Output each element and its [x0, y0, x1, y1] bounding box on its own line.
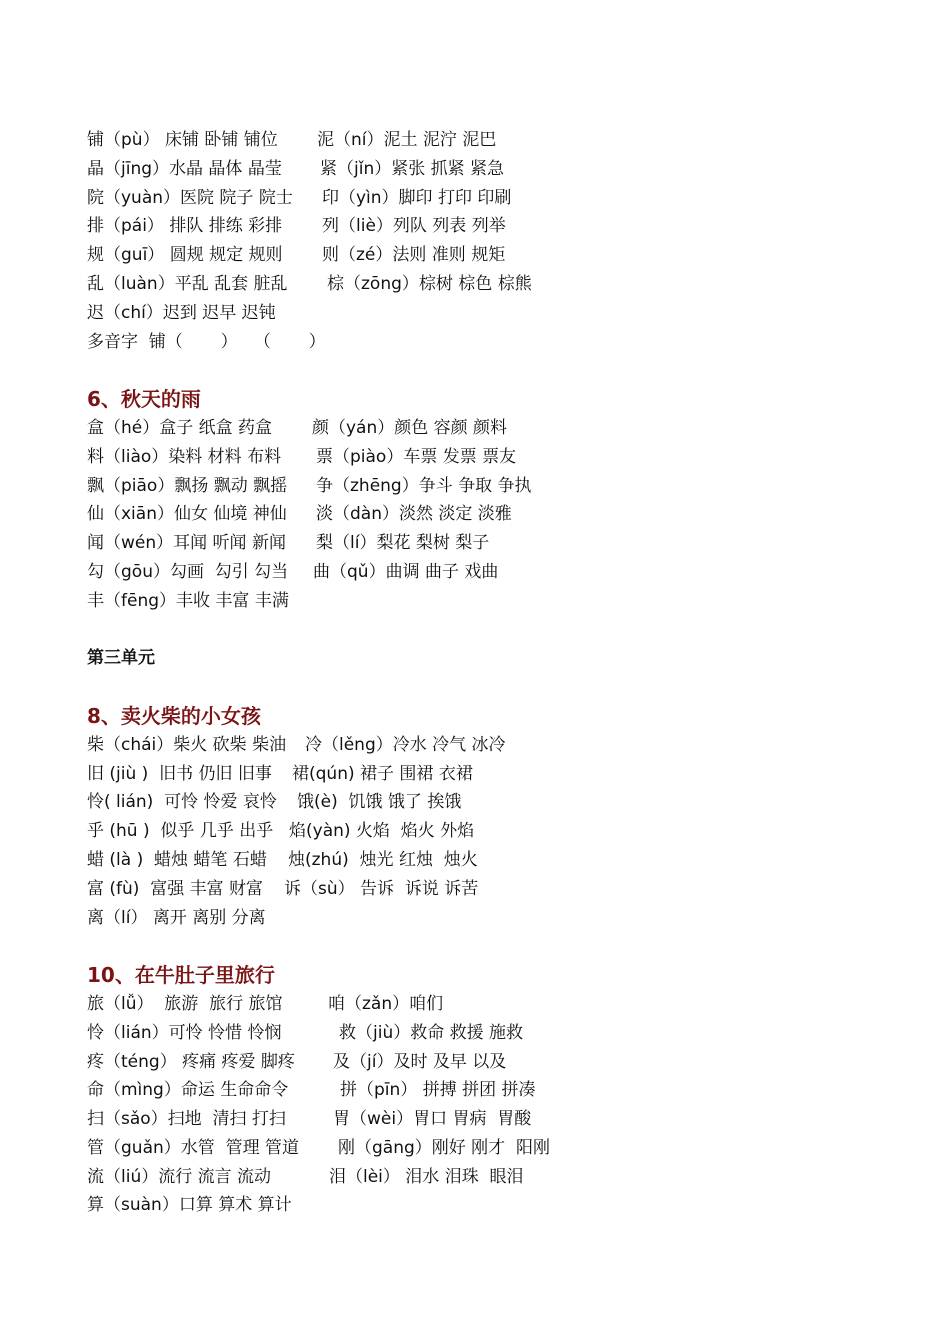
vocab-entry: 冷（lěng）冷水 冷气 冰冷: [305, 734, 506, 755]
vocab-entry: 管（guǎn）水管 管理 管道: [87, 1137, 299, 1158]
vocab-entry: 乎 (hū ) 似乎 几乎 出乎: [87, 821, 274, 842]
spacer: [87, 673, 950, 702]
vocab-row: [87, 1191, 950, 1220]
vocab-entry: 票（piào）车票 发票 票友: [316, 446, 517, 467]
vocab-row: [87, 760, 950, 789]
vocab-row: [87, 558, 950, 587]
vocab-entry: 泥（ní）泥土 泥泞 泥巴: [317, 130, 497, 150]
vocab-row: [87, 414, 950, 443]
vocab-row: [87, 212, 950, 241]
vocab-entry: 勾（gōu）勾画 勾引 勾当: [87, 561, 289, 582]
vocab-entry: 流（liú）流行 流言 流动: [87, 1166, 272, 1187]
vocab-row: [87, 299, 950, 328]
vocab-row: [87, 587, 950, 616]
vocab-entry: 则（zé）法则 准则 规矩: [322, 245, 506, 266]
lesson-title: 10、在牛肚子里旅行: [87, 963, 275, 988]
lesson-title: 8、卖火柴的小女孩: [87, 703, 261, 728]
vocab-entry: 院（yuàn）医院 院子 院士: [87, 187, 293, 208]
vocab-entry: 迟（chí）迟到 迟早 迟钝: [87, 302, 276, 323]
vocab-row: [87, 443, 950, 472]
vocab-row: [87, 529, 950, 558]
spacer: [87, 356, 950, 385]
vocab-entry: 饿(è) 饥饿 饿了 挨饿: [297, 792, 462, 813]
vocab-entry: 淡（dàn）淡然 淡定 淡雅: [316, 504, 512, 525]
vocab-row: [87, 1048, 950, 1077]
vocab-entry: 排（pái） 排队 排练 彩排: [87, 216, 283, 237]
lesson-section-8: [87, 702, 950, 932]
vocab-entry: 闻（wén）耳闻 听闻 新闻: [87, 533, 286, 554]
vocab-entry: 旅（lǚ） 旅游 旅行 旅馆: [87, 993, 283, 1014]
vocab-row: [87, 1019, 950, 1048]
vocab-entry: 料（liào）染料 材料 布料: [87, 446, 282, 467]
vocab-entry: 紧（jǐn）紧张 抓紧 紧急: [320, 158, 505, 179]
vocab-entry: 仙（xiān）仙女 仙境 神仙: [87, 504, 287, 525]
vocab-entry: 乱（luàn）平乱 乱套 脏乱: [87, 273, 288, 294]
vocab-entry: 铺（pù） 床铺 卧铺 铺位: [87, 130, 278, 150]
vocab-entry: 救（jiù）救命 救援 施救: [339, 1022, 524, 1043]
vocab-entry: 胃（wèi）胃口 胃病 胃酸: [333, 1109, 532, 1130]
vocab-entry: 刚（gāng）刚好 刚才 阳刚: [338, 1137, 550, 1158]
vocab-row: [87, 817, 950, 846]
vocab-row: [87, 1134, 950, 1163]
vocab-row: [87, 1076, 950, 1105]
vocab-entry: 飘（piāo）飘扬 飘动 飘摇: [87, 475, 288, 496]
vocab-entry: 及（jí）及时 及早 以及: [333, 1051, 507, 1072]
word-list-section-1: [87, 126, 950, 356]
lesson-title: 6、秋天的雨: [87, 387, 201, 412]
vocab-entry: 棕（zōng）棕树 棕色 棕熊: [327, 273, 532, 294]
vocab-entry: 列（liè）列队 列表 列举: [322, 216, 506, 237]
vocab-entry: 怜（lián）可怜 怜惜 怜悯: [87, 1022, 282, 1043]
vocab-row: [87, 731, 950, 760]
vocab-row: [87, 788, 950, 817]
vocab-entry: 咱（zǎn）咱们: [328, 993, 444, 1014]
vocab-entry: 拼（pīn） 拼搏 拼团 拼凑: [340, 1080, 536, 1101]
spacer: [87, 616, 950, 645]
vocab-row: [87, 155, 950, 184]
vocab-entry: 丰（fēng）丰收 丰富 丰满: [87, 590, 289, 611]
vocab-row: [87, 904, 950, 933]
vocab-entry: 颜（yán）颜色 容颜 颜料: [312, 417, 508, 438]
lesson-section-6: [87, 385, 950, 615]
vocab-row: [87, 270, 950, 299]
spacer: [87, 932, 950, 961]
vocab-entry: 疼（téng） 疼痛 疼爱 脚疼: [87, 1051, 295, 1072]
vocab-entry: 旧 (jiù ) 旧书 仍旧 旧事: [87, 763, 272, 784]
vocab-entry: 焰(yàn) 火焰 焰火 外焰: [289, 821, 475, 842]
vocab-entry: 扫（sǎo）扫地 清扫 打扫: [87, 1109, 286, 1130]
vocab-row: [87, 875, 950, 904]
vocab-entry: 曲（qǔ）曲调 曲子 戏曲: [313, 561, 499, 582]
vocab-entry: 算（suàn）口算 算术 算计: [87, 1195, 292, 1216]
vocab-row: [87, 500, 950, 529]
vocab-entry: 规（guī） 圆规 规定 规则: [87, 245, 283, 266]
vocab-row: [87, 990, 950, 1019]
lesson-section-10: [87, 961, 950, 1220]
vocab-entry: 诉（sù） 告诉 诉说 诉苦: [284, 878, 479, 899]
polyphone-prompt: 多音字 铺（ ） （ ）: [87, 331, 326, 352]
vocab-row: [87, 126, 950, 155]
vocab-entry: 争（zhēng）争斗 争取 争执: [316, 475, 532, 496]
vocab-row: [87, 1163, 950, 1192]
unit-title: 第三单元: [87, 648, 155, 669]
vocab-row: [87, 846, 950, 875]
polyphone-exercise: [87, 328, 950, 357]
vocab-entry: 柴（chái）柴火 砍柴 柴油: [87, 734, 287, 755]
vocab-entry: 梨（lí）梨花 梨树 梨子: [316, 533, 490, 554]
vocab-row: [87, 472, 950, 501]
vocab-entry: 裙(qún) 裙子 围裙 衣裙: [292, 763, 473, 784]
vocab-entry: 富 (fù) 富强 丰富 财富: [87, 878, 264, 899]
vocab-row: [87, 241, 950, 270]
vocab-entry: 烛(zhú) 烛光 红烛 烛火: [288, 849, 478, 870]
vocab-row: [87, 1105, 950, 1134]
vocab-entry: 盒（hé）盒子 纸盒 药盒: [87, 417, 273, 438]
vocab-entry: 离（lí） 离开 离别 分离: [87, 907, 266, 928]
vocab-row: [87, 184, 950, 213]
vocab-entry: 命（mìng）命运 生命命令: [87, 1080, 289, 1101]
vocab-entry: 怜( lián) 可怜 怜爱 哀怜: [87, 792, 277, 813]
vocab-entry: 晶（jīng）水晶 晶体 晶莹: [87, 158, 282, 179]
vocab-entry: 印（yìn）脚印 打印 印刷: [322, 187, 512, 208]
vocab-entry: 蜡 (là ) 蜡烛 蜡笔 石蜡: [87, 849, 267, 870]
vocab-entry: 泪（lèi） 泪水 泪珠 眼泪: [329, 1166, 524, 1187]
